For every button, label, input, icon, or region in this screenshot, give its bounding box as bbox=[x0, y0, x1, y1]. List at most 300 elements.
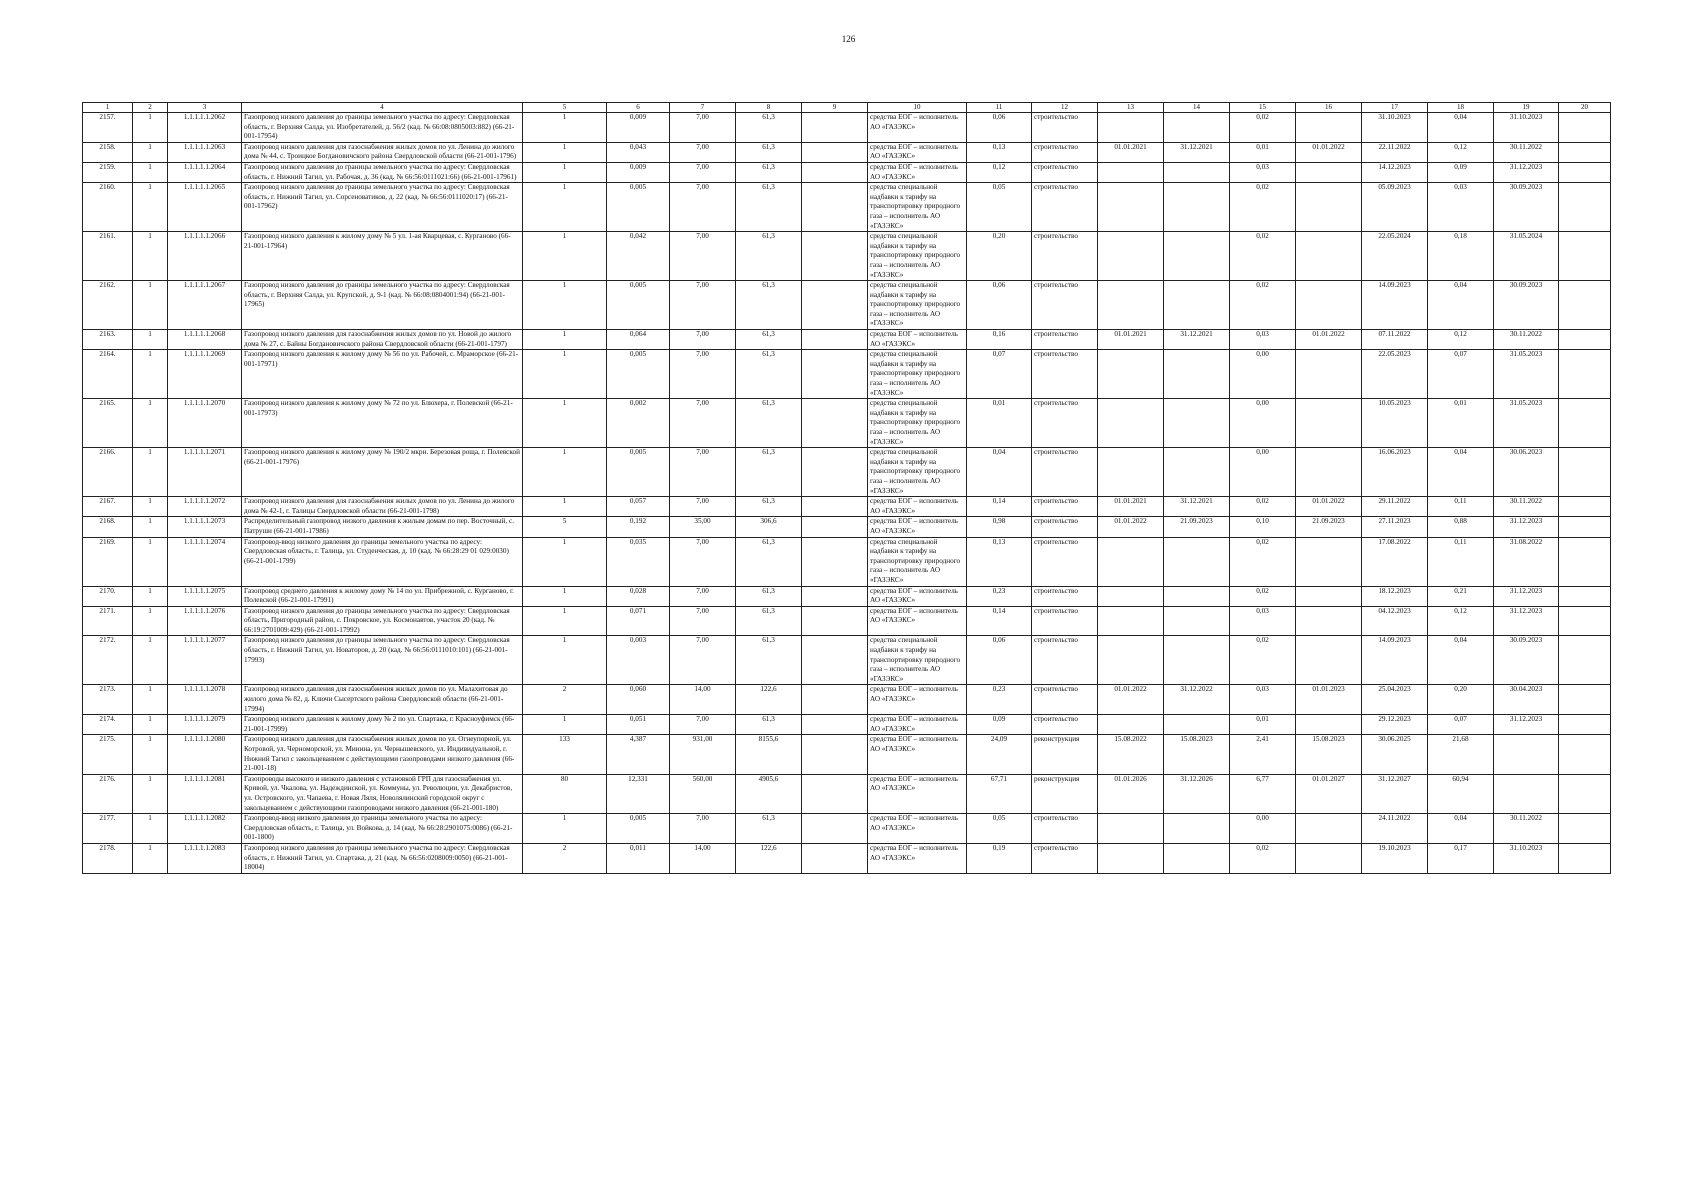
cell-c9 bbox=[802, 685, 868, 715]
cell-c10: средства специальной надбавки к тарифу на транспортировку природного газа – исполнитель АО «ГАЗЭКС» bbox=[868, 281, 967, 330]
cell-name: Газопровод низкого давления к жилому дому № 56 по ул. Рабочей, с. Мраморское (66-21-001-17971) bbox=[242, 350, 523, 399]
cell-c14: 31.12.2026 bbox=[1164, 774, 1230, 813]
cell-c18: 0,07 bbox=[1428, 350, 1494, 399]
cell-c5: 1 bbox=[523, 350, 607, 399]
cell-c17: 22.05.2023 bbox=[1362, 350, 1428, 399]
cell-c20 bbox=[1559, 537, 1611, 586]
column-header-5: 5 bbox=[523, 103, 607, 113]
cell-c7: 7,00 bbox=[670, 113, 736, 143]
cell-c6: 0,002 bbox=[607, 399, 670, 448]
cell-n: 2166. bbox=[83, 448, 133, 497]
table-row bbox=[83, 497, 1611, 517]
cell-c2: 1 bbox=[133, 606, 168, 636]
cell-c17: 14.09.2023 bbox=[1362, 636, 1428, 685]
cell-c11: 0,13 bbox=[967, 142, 1032, 162]
cell-c12: строительство bbox=[1032, 232, 1098, 281]
column-number-row bbox=[83, 103, 1611, 113]
cell-c19: 30.04.2023 bbox=[1494, 685, 1559, 715]
cell-c13 bbox=[1098, 448, 1164, 497]
cell-c20 bbox=[1559, 517, 1611, 537]
cell-c14 bbox=[1164, 537, 1230, 586]
cell-c15: 0,00 bbox=[1230, 448, 1296, 497]
cell-c20 bbox=[1559, 232, 1611, 281]
cell-c5: 1 bbox=[523, 586, 607, 606]
cell-c12: строительство bbox=[1032, 517, 1098, 537]
cell-c14: 21.09.2023 bbox=[1164, 517, 1230, 537]
cell-c2: 1 bbox=[133, 735, 168, 774]
cell-c10: средства ЕОГ – исполнитель АО «ГАЗЭКС» bbox=[868, 715, 967, 735]
table-row bbox=[83, 715, 1611, 735]
cell-c9 bbox=[802, 232, 868, 281]
cell-c13 bbox=[1098, 281, 1164, 330]
cell-c15: 0,00 bbox=[1230, 399, 1296, 448]
cell-c5: 1 bbox=[523, 183, 607, 232]
cell-name: Газопровод низкого давления до границы земельного участка по адресу: Свердловская область, г. Верхняя Салда, ул. Изобретателей, д. 56/2 (кад. № 66:08:0805003:882) (66-21-001-17954) bbox=[242, 113, 523, 143]
cell-c12: строительство bbox=[1032, 636, 1098, 685]
cell-c2: 1 bbox=[133, 350, 168, 399]
column-header-15: 15 bbox=[1230, 103, 1296, 113]
cell-c12: строительство bbox=[1032, 330, 1098, 350]
cell-c18: 0,88 bbox=[1428, 517, 1494, 537]
cell-c5: 1 bbox=[523, 330, 607, 350]
cell-c16 bbox=[1296, 606, 1362, 636]
cell-c10: средства ЕОГ – исполнитель АО «ГАЗЭКС» bbox=[868, 113, 967, 143]
cell-c8: 61,3 bbox=[736, 183, 802, 232]
cell-c9 bbox=[802, 586, 868, 606]
cell-c10: средства ЕОГ – исполнитель АО «ГАЗЭКС» bbox=[868, 142, 967, 162]
cell-c17: 24.11.2022 bbox=[1362, 814, 1428, 844]
cell-c9 bbox=[802, 517, 868, 537]
cell-name: Газопровод низкого давления до границы земельного участка по адресу: Свердловская область, Пригородный район, с. Покровское, ул. Космонавтов, участок 20 (кад. № 66:19:2701009:429) (66-21-001-17992) bbox=[242, 606, 523, 636]
cell-c12: строительство bbox=[1032, 142, 1098, 162]
table-row bbox=[83, 113, 1611, 143]
cell-c5: 2 bbox=[523, 685, 607, 715]
cell-c12: строительство bbox=[1032, 843, 1098, 873]
cell-c7: 7,00 bbox=[670, 232, 736, 281]
cell-c15: 0,10 bbox=[1230, 517, 1296, 537]
cell-c15: 0,02 bbox=[1230, 636, 1296, 685]
cell-c19 bbox=[1494, 735, 1559, 774]
cell-c7: 7,00 bbox=[670, 281, 736, 330]
cell-c7: 7,00 bbox=[670, 448, 736, 497]
cell-c19: 31.12.2023 bbox=[1494, 162, 1559, 182]
cell-name: Газопровод низкого давления до границы земельного участка по адресу: Свердловская область, г. Нижний Тагил, ул. Новаторов, д. 20 (кад. № 66:56:0111010:101) (66-21-001-17993) bbox=[242, 636, 523, 685]
cell-c7: 7,00 bbox=[670, 715, 736, 735]
cell-c14 bbox=[1164, 232, 1230, 281]
cell-code: 1.1.1.1.1.2063 bbox=[168, 142, 242, 162]
cell-c15: 0,03 bbox=[1230, 162, 1296, 182]
cell-c2: 1 bbox=[133, 281, 168, 330]
cell-c16: 01.01.2027 bbox=[1296, 774, 1362, 813]
cell-c12: реконструкция bbox=[1032, 774, 1098, 813]
cell-c16 bbox=[1296, 814, 1362, 844]
cell-c10: средства ЕОГ – исполнитель АО «ГАЗЭКС» bbox=[868, 814, 967, 844]
cell-c17: 22.05.2024 bbox=[1362, 232, 1428, 281]
cell-c15: 0,03 bbox=[1230, 330, 1296, 350]
cell-c5: 1 bbox=[523, 814, 607, 844]
cell-c7: 14,00 bbox=[670, 685, 736, 715]
cell-n: 2171. bbox=[83, 606, 133, 636]
cell-c17: 18.12.2023 bbox=[1362, 586, 1428, 606]
cell-c13: 01.01.2021 bbox=[1098, 330, 1164, 350]
cell-c17: 17.08.2022 bbox=[1362, 537, 1428, 586]
cell-n: 2160. bbox=[83, 183, 133, 232]
cell-c10: средства ЕОГ – исполнитель АО «ГАЗЭКС» bbox=[868, 843, 967, 873]
cell-c15: 0,02 bbox=[1230, 113, 1296, 143]
column-header-8: 8 bbox=[736, 103, 802, 113]
cell-c9 bbox=[802, 142, 868, 162]
cell-c19: 31.08.2022 bbox=[1494, 537, 1559, 586]
cell-c13 bbox=[1098, 232, 1164, 281]
cell-code: 1.1.1.1.1.2072 bbox=[168, 497, 242, 517]
cell-c2: 1 bbox=[133, 183, 168, 232]
cell-c17: 29.12.2023 bbox=[1362, 715, 1428, 735]
cell-c18: 0,09 bbox=[1428, 162, 1494, 182]
cell-c2: 1 bbox=[133, 330, 168, 350]
cell-n: 2158. bbox=[83, 142, 133, 162]
cell-c18: 0,01 bbox=[1428, 399, 1494, 448]
cell-code: 1.1.1.1.1.2077 bbox=[168, 636, 242, 685]
cell-c11: 0,01 bbox=[967, 399, 1032, 448]
cell-c7: 35,00 bbox=[670, 517, 736, 537]
table-body bbox=[83, 113, 1611, 874]
cell-c17: 30.06.2025 bbox=[1362, 735, 1428, 774]
cell-c17: 25.04.2023 bbox=[1362, 685, 1428, 715]
cell-c19: 30.11.2022 bbox=[1494, 330, 1559, 350]
cell-c8: 61,3 bbox=[736, 448, 802, 497]
cell-c19 bbox=[1494, 774, 1559, 813]
cell-c18: 0,04 bbox=[1428, 113, 1494, 143]
cell-c18: 0,07 bbox=[1428, 715, 1494, 735]
cell-c8: 8155,6 bbox=[736, 735, 802, 774]
cell-name: Газопровод низкого давления для газоснабжения жилых домов по ул. Ленина до жилого дома № 42-1, г. Талицы Свердловской области (66-21-001-1798) bbox=[242, 497, 523, 517]
cell-name: Газопровод низкого давления до границы земельного участка по адресу: Свердловская область, г. Нижний Тагил, ул. Сорсеноватиков, д. 22 (кад. № 66:56:0111020:17) (66-21-001-17962) bbox=[242, 183, 523, 232]
cell-c6: 0,042 bbox=[607, 232, 670, 281]
cell-c6: 0,009 bbox=[607, 162, 670, 182]
cell-c7: 931,00 bbox=[670, 735, 736, 774]
cell-c17: 14.12.2023 bbox=[1362, 162, 1428, 182]
cell-c10: средства ЕОГ – исполнитель АО «ГАЗЭКС» bbox=[868, 330, 967, 350]
cell-c9 bbox=[802, 113, 868, 143]
cell-c5: 1 bbox=[523, 162, 607, 182]
cell-c11: 0,06 bbox=[967, 113, 1032, 143]
cell-c14: 31.12.2022 bbox=[1164, 685, 1230, 715]
table-row bbox=[83, 162, 1611, 182]
cell-c6: 0,005 bbox=[607, 814, 670, 844]
column-header-20: 20 bbox=[1559, 103, 1611, 113]
cell-c8: 61,3 bbox=[736, 281, 802, 330]
cell-c2: 1 bbox=[133, 497, 168, 517]
cell-c2: 1 bbox=[133, 399, 168, 448]
cell-name: Газопровод низкого давления для газоснабжения жилых домов по ул. Новой до жилого дома № 27, с. Байны Богдановичского района Свердловской области (66-21-001-1797) bbox=[242, 330, 523, 350]
cell-code: 1.1.1.1.1.2064 bbox=[168, 162, 242, 182]
cell-c14 bbox=[1164, 586, 1230, 606]
cell-c15: 0,02 bbox=[1230, 281, 1296, 330]
register-table bbox=[82, 102, 1611, 874]
cell-c13 bbox=[1098, 843, 1164, 873]
cell-c6: 0,005 bbox=[607, 183, 670, 232]
cell-n: 2174. bbox=[83, 715, 133, 735]
cell-code: 1.1.1.1.1.2062 bbox=[168, 113, 242, 143]
cell-c11: 0,09 bbox=[967, 715, 1032, 735]
cell-c16 bbox=[1296, 586, 1362, 606]
cell-c15: 2,41 bbox=[1230, 735, 1296, 774]
cell-c9 bbox=[802, 330, 868, 350]
cell-c13 bbox=[1098, 586, 1164, 606]
cell-c19: 31.12.2023 bbox=[1494, 586, 1559, 606]
cell-c19: 31.10.2023 bbox=[1494, 113, 1559, 143]
cell-c10: средства ЕОГ – исполнитель АО «ГАЗЭКС» bbox=[868, 735, 967, 774]
cell-n: 2161. bbox=[83, 232, 133, 281]
cell-c19: 31.05.2023 bbox=[1494, 399, 1559, 448]
cell-c19: 31.05.2024 bbox=[1494, 232, 1559, 281]
cell-c15: 0,02 bbox=[1230, 586, 1296, 606]
cell-c2: 1 bbox=[133, 814, 168, 844]
cell-c12: строительство bbox=[1032, 586, 1098, 606]
cell-c10: средства ЕОГ – исполнитель АО «ГАЗЭКС» bbox=[868, 685, 967, 715]
cell-c7: 7,00 bbox=[670, 399, 736, 448]
cell-c19: 31.12.2023 bbox=[1494, 606, 1559, 636]
cell-c6: 4,387 bbox=[607, 735, 670, 774]
cell-n: 2165. bbox=[83, 399, 133, 448]
cell-c8: 61,3 bbox=[736, 113, 802, 143]
column-header-6: 6 bbox=[607, 103, 670, 113]
cell-c20 bbox=[1559, 350, 1611, 399]
cell-c17: 31.10.2023 bbox=[1362, 113, 1428, 143]
table-row bbox=[83, 330, 1611, 350]
cell-c11: 24,09 bbox=[967, 735, 1032, 774]
cell-c18: 0,04 bbox=[1428, 281, 1494, 330]
cell-c16 bbox=[1296, 537, 1362, 586]
cell-c2: 1 bbox=[133, 142, 168, 162]
cell-c16: 15.08.2023 bbox=[1296, 735, 1362, 774]
column-header-12: 12 bbox=[1032, 103, 1098, 113]
table-row bbox=[83, 350, 1611, 399]
cell-c10: средства специальной надбавки к тарифу на транспортировку природного газа – исполнитель АО «ГАЗЭКС» bbox=[868, 448, 967, 497]
cell-c2: 1 bbox=[133, 843, 168, 873]
table-row bbox=[83, 774, 1611, 813]
column-header-17: 17 bbox=[1362, 103, 1428, 113]
cell-c8: 61,3 bbox=[736, 399, 802, 448]
cell-c19: 30.11.2022 bbox=[1494, 142, 1559, 162]
cell-c16 bbox=[1296, 636, 1362, 685]
cell-c7: 7,00 bbox=[670, 636, 736, 685]
cell-n: 2157. bbox=[83, 113, 133, 143]
cell-c18: 0,12 bbox=[1428, 142, 1494, 162]
cell-c14 bbox=[1164, 281, 1230, 330]
cell-c16: 01.01.2022 bbox=[1296, 497, 1362, 517]
cell-code: 1.1.1.1.1.2076 bbox=[168, 606, 242, 636]
cell-c14 bbox=[1164, 606, 1230, 636]
cell-c11: 0,07 bbox=[967, 350, 1032, 399]
cell-c18: 0,18 bbox=[1428, 232, 1494, 281]
cell-c2: 1 bbox=[133, 636, 168, 685]
cell-c13 bbox=[1098, 606, 1164, 636]
cell-c18: 0,12 bbox=[1428, 330, 1494, 350]
cell-name: Газопровод низкого давления до границы земельного участка по адресу: Свердловская область, г. Нижний Тагил, ул. Спартака, д. 21 (кад. № 66:56:0208009:0050) (66-21-001-18004) bbox=[242, 843, 523, 873]
cell-code: 1.1.1.1.1.2082 bbox=[168, 814, 242, 844]
cell-c8: 61,3 bbox=[736, 162, 802, 182]
cell-n: 2176. bbox=[83, 774, 133, 813]
cell-c8: 61,3 bbox=[736, 330, 802, 350]
cell-c11: 0,19 bbox=[967, 843, 1032, 873]
cell-c17: 10.05.2023 bbox=[1362, 399, 1428, 448]
cell-c5: 1 bbox=[523, 448, 607, 497]
cell-c9 bbox=[802, 448, 868, 497]
table-row bbox=[83, 448, 1611, 497]
cell-c11: 0,05 bbox=[967, 814, 1032, 844]
cell-c15: 0,00 bbox=[1230, 350, 1296, 399]
cell-c6: 0,003 bbox=[607, 636, 670, 685]
cell-n: 2159. bbox=[83, 162, 133, 182]
cell-n: 2173. bbox=[83, 685, 133, 715]
cell-c15: 0,01 bbox=[1230, 142, 1296, 162]
cell-c7: 7,00 bbox=[670, 814, 736, 844]
table-row bbox=[83, 685, 1611, 715]
cell-c18: 0,04 bbox=[1428, 448, 1494, 497]
cell-c11: 0,14 bbox=[967, 606, 1032, 636]
cell-c5: 1 bbox=[523, 636, 607, 685]
cell-c20 bbox=[1559, 497, 1611, 517]
cell-c18: 0,17 bbox=[1428, 843, 1494, 873]
cell-c17: 07.11.2022 bbox=[1362, 330, 1428, 350]
cell-c19: 31.05.2023 bbox=[1494, 350, 1559, 399]
cell-c12: строительство bbox=[1032, 113, 1098, 143]
cell-code: 1.1.1.1.1.2070 bbox=[168, 399, 242, 448]
cell-c12: строительство bbox=[1032, 497, 1098, 517]
cell-c8: 61,3 bbox=[736, 715, 802, 735]
cell-c15: 0,02 bbox=[1230, 537, 1296, 586]
cell-c13: 01.01.2026 bbox=[1098, 774, 1164, 813]
cell-c13 bbox=[1098, 814, 1164, 844]
cell-name: Газопровод низкого давления к жилому дому № 2 по ул. Спартака, г. Красноуфимск (66-21-001-17999) bbox=[242, 715, 523, 735]
cell-c6: 0,011 bbox=[607, 843, 670, 873]
cell-c13: 15.08.2022 bbox=[1098, 735, 1164, 774]
cell-c16 bbox=[1296, 183, 1362, 232]
cell-c11: 0,23 bbox=[967, 586, 1032, 606]
cell-c13 bbox=[1098, 537, 1164, 586]
cell-c8: 61,3 bbox=[736, 586, 802, 606]
cell-c12: строительство bbox=[1032, 537, 1098, 586]
cell-c11: 0,20 bbox=[967, 232, 1032, 281]
cell-c14: 31.12.2021 bbox=[1164, 330, 1230, 350]
column-header-7: 7 bbox=[670, 103, 736, 113]
cell-c11: 0,05 bbox=[967, 183, 1032, 232]
cell-c14 bbox=[1164, 636, 1230, 685]
cell-c17: 29.11.2022 bbox=[1362, 497, 1428, 517]
cell-c8: 61,3 bbox=[736, 142, 802, 162]
cell-c12: строительство bbox=[1032, 183, 1098, 232]
cell-c8: 61,3 bbox=[736, 606, 802, 636]
cell-c20 bbox=[1559, 183, 1611, 232]
cell-c20 bbox=[1559, 399, 1611, 448]
cell-c15: 0,02 bbox=[1230, 183, 1296, 232]
cell-c8: 122,6 bbox=[736, 843, 802, 873]
cell-c19: 30.09.2023 bbox=[1494, 636, 1559, 685]
cell-c5: 1 bbox=[523, 537, 607, 586]
cell-c10: средства ЕОГ – исполнитель АО «ГАЗЭКС» bbox=[868, 586, 967, 606]
cell-c13 bbox=[1098, 350, 1164, 399]
cell-c16 bbox=[1296, 350, 1362, 399]
cell-c15: 0,00 bbox=[1230, 814, 1296, 844]
cell-code: 1.1.1.1.1.2075 bbox=[168, 586, 242, 606]
cell-c20 bbox=[1559, 774, 1611, 813]
cell-c10: средства специальной надбавки к тарифу на транспортировку природного газа – исполнитель АО «ГАЗЭКС» bbox=[868, 636, 967, 685]
cell-c9 bbox=[802, 814, 868, 844]
cell-c16 bbox=[1296, 843, 1362, 873]
cell-code: 1.1.1.1.1.2069 bbox=[168, 350, 242, 399]
cell-c19: 31.10.2023 bbox=[1494, 843, 1559, 873]
cell-c17: 04.12.2023 bbox=[1362, 606, 1428, 636]
cell-code: 1.1.1.1.1.2078 bbox=[168, 685, 242, 715]
cell-code: 1.1.1.1.1.2074 bbox=[168, 537, 242, 586]
cell-name: Газопровод низкого давления для газоснабжения жилых домов по ул. Ленина до жилого дома № 44, с. Троицкое Богдановичского района Свердловской области (66-21-001-1796) bbox=[242, 142, 523, 162]
cell-c13 bbox=[1098, 399, 1164, 448]
table-row bbox=[83, 537, 1611, 586]
cell-c13: 01.01.2021 bbox=[1098, 497, 1164, 517]
cell-c17: 05.09.2023 bbox=[1362, 183, 1428, 232]
cell-c10: средства специальной надбавки к тарифу на транспортировку природного газа – исполнитель АО «ГАЗЭКС» bbox=[868, 232, 967, 281]
cell-c6: 0,071 bbox=[607, 606, 670, 636]
cell-c9 bbox=[802, 774, 868, 813]
cell-c8: 61,3 bbox=[736, 814, 802, 844]
cell-name: Газопровод низкого давления к жилому дому № 72 по ул. Блюхера, г. Полевской (66-21-001-17973) bbox=[242, 399, 523, 448]
cell-c15: 0,02 bbox=[1230, 232, 1296, 281]
cell-c14 bbox=[1164, 399, 1230, 448]
cell-c12: строительство bbox=[1032, 685, 1098, 715]
cell-c2: 1 bbox=[133, 774, 168, 813]
cell-c6: 0,035 bbox=[607, 537, 670, 586]
cell-c20 bbox=[1559, 735, 1611, 774]
cell-c18: 0,20 bbox=[1428, 685, 1494, 715]
cell-c11: 0,16 bbox=[967, 330, 1032, 350]
cell-c20 bbox=[1559, 636, 1611, 685]
cell-c10: средства ЕОГ – исполнитель АО «ГАЗЭКС» bbox=[868, 606, 967, 636]
cell-n: 2170. bbox=[83, 586, 133, 606]
cell-c6: 0,005 bbox=[607, 350, 670, 399]
cell-c8: 306,6 bbox=[736, 517, 802, 537]
cell-c17: 27.11.2023 bbox=[1362, 517, 1428, 537]
cell-code: 1.1.1.1.1.2067 bbox=[168, 281, 242, 330]
cell-c6: 12,331 bbox=[607, 774, 670, 813]
cell-c6: 0,005 bbox=[607, 281, 670, 330]
cell-n: 2167. bbox=[83, 497, 133, 517]
cell-c2: 1 bbox=[133, 448, 168, 497]
cell-c7: 14,00 bbox=[670, 843, 736, 873]
table-row bbox=[83, 232, 1611, 281]
cell-c13 bbox=[1098, 715, 1164, 735]
cell-c12: строительство bbox=[1032, 281, 1098, 330]
cell-code: 1.1.1.1.1.2080 bbox=[168, 735, 242, 774]
cell-c10: средства ЕОГ – исполнитель АО «ГАЗЭКС» bbox=[868, 774, 967, 813]
cell-c20 bbox=[1559, 281, 1611, 330]
cell-c14 bbox=[1164, 183, 1230, 232]
cell-name: Газопровод низкого давления к жилому дому № 5 ул. 1-ая Кварцевая, с. Курганово (66-21-001-17964) bbox=[242, 232, 523, 281]
cell-c5: 1 bbox=[523, 232, 607, 281]
cell-c11: 0,13 bbox=[967, 537, 1032, 586]
cell-c6: 0,051 bbox=[607, 715, 670, 735]
cell-c14 bbox=[1164, 350, 1230, 399]
cell-c8: 4905,6 bbox=[736, 774, 802, 813]
column-header-4: 4 bbox=[242, 103, 523, 113]
cell-c17: 22.11.2022 bbox=[1362, 142, 1428, 162]
cell-c20 bbox=[1559, 606, 1611, 636]
cell-name: Газопроводы высокого и низкого давления с установкой ГРП для газоснабжения ул. Кривой, ул. Чкалова, ул. Надеждинской, ул. Коммуны, ул. Революции, ул. Декабристов, ул. Островского, ул. Чапаева, г. Новая Ляля, Новолялинский городской округ с закольцеванием с действующими газопроводами низкого давления (66-21-001-180) bbox=[242, 774, 523, 813]
cell-c16 bbox=[1296, 715, 1362, 735]
cell-c15: 6,77 bbox=[1230, 774, 1296, 813]
cell-c5: 1 bbox=[523, 113, 607, 143]
cell-c2: 1 bbox=[133, 537, 168, 586]
